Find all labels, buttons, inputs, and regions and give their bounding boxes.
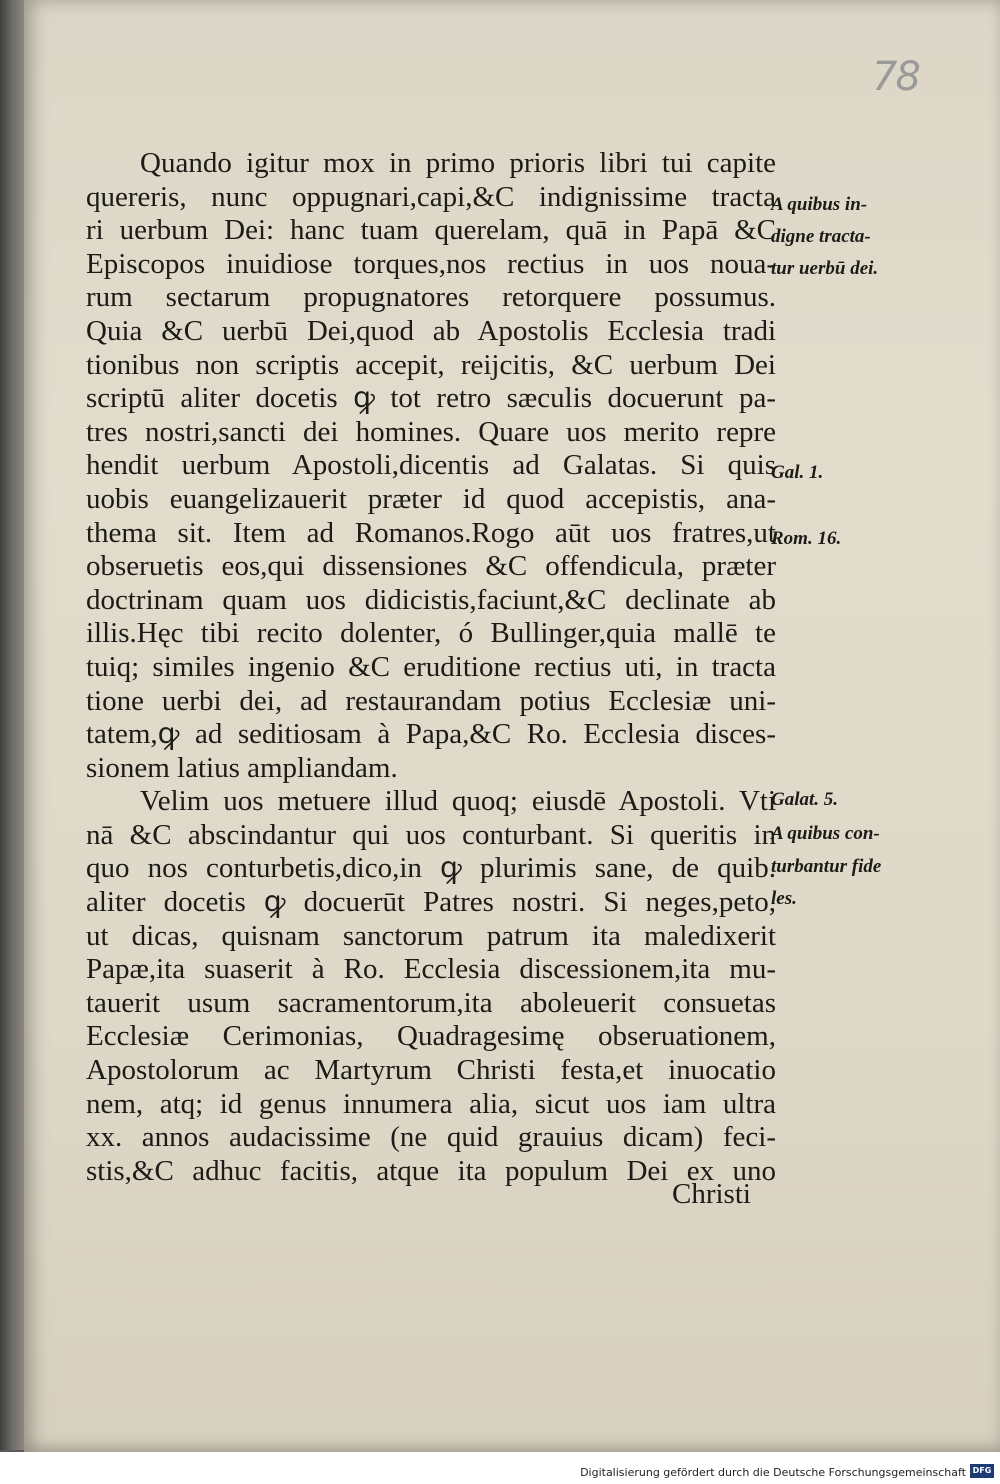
- text-line: nem, atq; id genus innumera alia, sicut uos iam ultra: [86, 1087, 776, 1120]
- margin-note: Galat. 5.: [771, 789, 839, 810]
- text-line: sionem latius ampliandam.: [86, 751, 398, 784]
- text-line: tres nostri,sancti dei homines. Quare uos merito repre: [86, 415, 776, 448]
- text-line: thema sit. Item ad Romanos.Rogo aūt uos fratres,ut: [86, 516, 776, 549]
- text-line: tione uerbi dei, ad restaurandam potius Ecclesiæ uni-: [86, 684, 776, 717]
- margin-note: les.: [771, 888, 797, 909]
- folio-number: 78: [872, 54, 919, 100]
- book-page: [24, 0, 1000, 1452]
- text-line: Episcopos inuidiose torques,nos rectius in uos noua-: [86, 247, 776, 280]
- text-line: Ecclesiæ Cerimonias, Quadragesimę obseruationem,: [86, 1020, 776, 1053]
- text-line: aliter docetis ꝙ docuerūt Patres nostri. Si neges,peto,: [86, 886, 776, 919]
- margin-note: digne tracta-: [771, 226, 871, 247]
- text-line: quo nos conturbetis,dico,in ꝙ plurimis sane, de quib.: [86, 852, 776, 885]
- text-line: obseruetis eos,qui dissensiones &C offendicula, præter: [86, 550, 776, 583]
- text-line: ut dicas, quisnam sanctorum patrum ita maledixerit: [86, 919, 776, 952]
- text-line: quereris, nunc oppugnari,capi,&C indignissime tracta: [86, 180, 776, 213]
- text-line: tionibus non scriptis accepit, reijcitis, &C uerbum Dei: [86, 348, 776, 381]
- text-line: ri uerbum Dei: hanc tuam querelam, quā in Papā &C: [86, 214, 776, 247]
- text-line: xx. annos audacissime (ne quid grauius dicam) feci-: [86, 1121, 776, 1154]
- text-line: tuiq; similes ingenio &C eruditione rectius uti, in tracta: [86, 650, 776, 683]
- text-line: hendit uerbum Apostoli,dicentis ad Galatas. Si quis: [86, 449, 776, 482]
- margin-note: tur uerbū dei.: [771, 258, 879, 279]
- text-line: tauerit usum sacramentorum,ita aboleuerit consuetas: [86, 986, 776, 1019]
- margin-note: A quibus in-: [771, 194, 868, 215]
- text-line: stis,&C adhuc facitis, atque ita populum Dei ex uno: [86, 1154, 776, 1187]
- text-line: tatem,ꝙ ad seditiosam à Papa,&C Ro. Ecclesia disces-: [86, 718, 776, 751]
- funding-credit: Digitalisierung gefördert durch die Deutsche Forschungsgemeinschaft: [580, 1466, 966, 1479]
- text-line: Quia &C uerbū Dei,quod ab Apostolis Ecclesia tradi: [86, 314, 776, 347]
- text-line: scriptū aliter docetis ꝙ tot retro sæculis docuerunt pa-: [86, 382, 776, 415]
- margin-note: A quibus con-: [771, 823, 880, 844]
- text-line: illis.Hęc tibi recito dolenter, ó Bullinger,quia mallē te: [86, 617, 776, 650]
- text-line: doctrinam quam uos didicistis,faciunt,&C declinate ab: [86, 583, 776, 616]
- text-line: Apostolorum ac Martyrum Christi festa,et inuocatio: [86, 1054, 776, 1087]
- text-line: Quando igitur mox in primo prioris libri tui capite: [140, 147, 776, 179]
- text-line: uobis euangelizauerit præter id quod accepistis, ana-: [86, 482, 776, 515]
- text-line: nā &C abscindantur qui uos conturbant. Si queritis in: [86, 818, 776, 851]
- dfg-logo-icon: DFG: [970, 1464, 994, 1478]
- catchword: Christi: [672, 1178, 751, 1210]
- margin-note: Rom. 16.: [771, 528, 842, 549]
- text-line: rum sectarum propugnatores retorquere possumus.: [86, 281, 776, 314]
- text-line: Velim uos metuere illud quoq; eiusdē Apostoli. Vti: [140, 785, 776, 818]
- main-text-block: [86, 147, 776, 1188]
- margin-note: turbantur fide: [771, 856, 882, 877]
- text-line: Papæ,ita suaserit à Ro. Ecclesia discessionem,ita mu-: [86, 953, 776, 986]
- margin-note: Gal. 1.: [771, 462, 824, 483]
